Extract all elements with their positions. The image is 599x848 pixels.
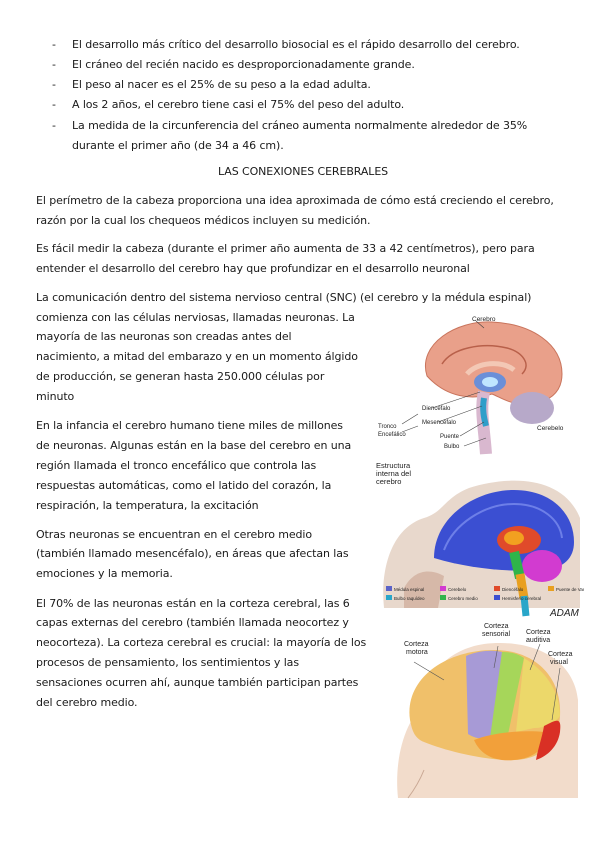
thalamus-shape (482, 377, 498, 387)
legend-swatch (386, 595, 392, 600)
cerebellum-shape (522, 550, 562, 582)
paragraph-line: minuto (36, 390, 75, 403)
tronco-bracket (402, 414, 418, 432)
bullet-dash: - (52, 119, 56, 132)
brain-cortex-areas-figure (384, 620, 580, 800)
bullet-item: La medida de la circunferencia del cráneo aumenta normalmente alrededor de 35% (72, 119, 528, 132)
legend-label: Diencéfalo (502, 587, 524, 592)
thalamus-shape (504, 531, 524, 545)
adam-logo: ADAM (550, 608, 579, 618)
fig2-legend (384, 584, 584, 618)
label-tronco: Tronco (378, 424, 397, 430)
paragraph-line: El 70% de las neuronas están en la corteza cerebral, las 6 (36, 597, 350, 610)
legend-label: Puente de Var (556, 587, 584, 592)
paragraph-line: capas externas del cerebro (también llamada neocortez y (36, 616, 349, 629)
legend-label: Hemisferio cerebral (502, 596, 542, 601)
legend-label: Cerebelo (448, 587, 467, 592)
paragraph-line: (también llamado mesencéfalo), en áreas que afectan las (36, 547, 349, 560)
fig2-title-line: Estructura (376, 461, 411, 470)
bullet-dash: - (52, 58, 56, 71)
label-puente: Puente (440, 434, 460, 440)
section-title: LAS CONEXIONES CEREBRALES (218, 165, 389, 178)
label-cerebelo: Cerebelo (537, 425, 564, 432)
pons-shape (483, 398, 486, 426)
label-auditory-cortex: auditiva (526, 637, 551, 644)
legend-swatch (440, 586, 446, 591)
legend-label: Cerebro medio (448, 596, 478, 601)
label-sensory-cortex: sensorial (482, 631, 511, 638)
label-visual-cortex: visual (550, 659, 568, 666)
legend-swatch (386, 586, 392, 591)
fig2-title-line: cerebro (376, 477, 402, 486)
label-diencefalo: Diencéfalo (422, 406, 451, 412)
legend-swatch (548, 586, 554, 591)
legend-swatch (494, 586, 500, 591)
bullet-item-continuation: durante el primer año (de 34 a 46 cm). (72, 139, 284, 152)
label-motor-cortex: motora (406, 649, 428, 656)
label-bulbo: Bulbo (444, 444, 460, 450)
brain-sagittal-figure (372, 314, 582, 460)
bullet-item: A los 2 años, el cerebro tiene casi el 75% del peso del adulto. (72, 98, 405, 111)
paragraph-line: razón por la cual los chequeos médicos incluyen su medición. (36, 214, 371, 227)
label-encefalico: Encefálico (378, 432, 406, 438)
bullet-item: El desarrollo más crítico del desarrollo biosocial es el rápido desarrollo del cerebro. (72, 38, 520, 51)
paragraph-line: sensaciones ocurren ahí, aunque también participan partes (36, 676, 359, 689)
label-motor-cortex: Corteza (404, 641, 429, 648)
paragraph-line: Otras neuronas se encuentran en el cerebro medio (36, 528, 313, 541)
legend-label: Bulbo raquídeo (394, 596, 425, 601)
fig2-title-line: interna del (376, 469, 412, 478)
bullet-item: El cráneo del recién nacido es desproporcionadamente grande. (72, 58, 415, 71)
paragraph-line: El perímetro de la cabeza proporciona una idea aproximada de cómo está creciendo el cerebro, (36, 194, 554, 207)
label-visual-cortex: Corteza (548, 651, 573, 658)
paragraph-line: comienza con las células nerviosas, llamadas neuronas. La (36, 311, 355, 324)
paragraph-line: nacimiento, a mitad del embarazo y en un momento álgido (36, 350, 358, 363)
paragraph-line: Es fácil medir la cabeza (durante el primer año aumenta de 33 a 42 centímetros), pero para (36, 242, 535, 255)
bullet-dash: - (52, 38, 56, 51)
bullet-dash: - (52, 78, 56, 91)
legend-swatch (440, 595, 446, 600)
paragraph-line: procesos de pensamiento, los sentimientos y las (36, 656, 299, 669)
paragraph-line: entender el desarrollo del cerebro hay que profundizar en el desarrollo neuronal (36, 262, 470, 275)
label-sensory-cortex: Corteza (484, 623, 509, 630)
paragraph-line: respuestas automáticas, como el latido del corazón, la (36, 479, 332, 492)
paragraph-line: de producción, se generan hasta 250.000 células por (36, 370, 325, 383)
bullet-dash: - (52, 98, 56, 111)
paragraph-line: de neuronas. Algunas están en la base del cerebro en una (36, 439, 352, 452)
paragraph-line: La comunicación dentro del sistema nervioso central (SNC) (el cerebro y la médula espinal) (36, 291, 532, 304)
label-mesencefalo: Mesencéfalo (422, 420, 457, 426)
legend-swatch (494, 595, 500, 600)
paragraph-line: emociones y la memoria. (36, 567, 173, 580)
paragraph-line: respiración, la temperatura, la excitación (36, 499, 259, 512)
fig2-legend-svg (384, 584, 584, 618)
midbrain-shape (514, 552, 520, 578)
label-cerebro: Cerebro (472, 316, 496, 323)
paragraph-line: mayoría de las neuronas son creadas antes del (36, 330, 292, 343)
bullet-item: El peso al nacer es el 25% de su peso a la edad adulta. (72, 78, 371, 91)
paragraph-line: del cerebro medio. (36, 696, 138, 709)
paragraph-line: neocorteza). La corteza cerebral es crucial: la mayoría de los (36, 636, 367, 649)
legend-label: Médula espinal (394, 587, 425, 592)
paragraph-line: En la infancia el cerebro humano tiene miles de millones (36, 419, 343, 432)
paragraph-line: región llamada el tronco encefálico que controla las (36, 459, 317, 472)
cerebellum-shape (510, 392, 554, 424)
label-auditory-cortex: Corteza (526, 629, 551, 636)
